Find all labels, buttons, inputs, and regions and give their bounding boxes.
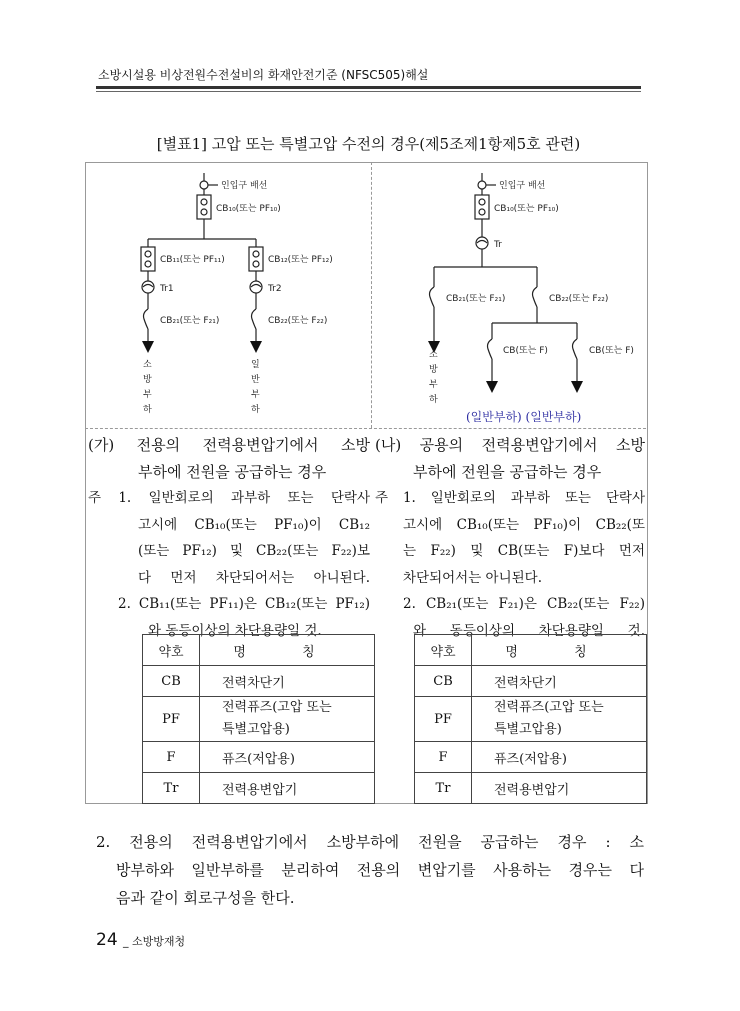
table-row <box>143 773 375 804</box>
running-header: 소방시설용 비상전원수전설비의 화재안전기준 (NFSC505)해설 <box>98 68 429 82</box>
left-note1-line4: 다 먼저 차단되어서는 아니된다. <box>138 569 370 586</box>
table-row <box>143 742 375 773</box>
label-tr-right: Tr <box>494 240 502 250</box>
table-head-name: 명 칭 <box>200 635 375 666</box>
left-note1-line2: 고시에 CB₁₀(또는 PF₁₀)이 CB₁₂ <box>138 516 370 533</box>
left-title-line1: (가) 전용의 전력용변압기에서 소방 <box>88 436 370 454</box>
left-note1-line1: 주 1. 일반회로의 과부하 또는 단락사 <box>88 490 370 506</box>
cell-name: 퓨즈(저압용) <box>472 742 647 773</box>
cell-name: 전력차단기 <box>200 666 375 697</box>
table-row <box>143 697 375 742</box>
label-general-loads-right: (일반부하) (일반부하) <box>466 410 582 424</box>
body-line2: 방부하와 일반부하를 분리하여 전용의 변압기를 사용하는 경우는 다 <box>116 861 644 879</box>
cell-name-line2: 특별고압용) <box>494 722 562 737</box>
right-title-line1: (나) 공용의 전력용변압기에서 소방 <box>375 436 645 454</box>
label-fire-load-r1: 소 <box>429 350 438 360</box>
cell-abbr: CB <box>143 666 200 697</box>
body-line3: 음과 같이 회로구성을 한다. <box>116 889 295 907</box>
cell-name: 퓨즈(저압용) <box>200 742 375 773</box>
abbr-table-left <box>142 634 375 804</box>
cell-abbr: Tr <box>415 773 472 804</box>
table-head-name: 명 칭 <box>472 635 647 666</box>
table-row <box>415 742 647 773</box>
label-fire-load-2: 방 <box>143 375 152 385</box>
label-cb21: CB₂₁(또는 F₂₁) <box>160 316 220 326</box>
label-general-load-3: 부 <box>251 390 260 400</box>
diagram-dedicated-transformer <box>86 163 370 427</box>
label-cb-b: CB(또는 F) <box>589 346 634 356</box>
label-cb22-right: CB₂₂(또는 F₂₂) <box>549 294 609 304</box>
page-footer <box>96 930 185 950</box>
body-line1: 2. 전용의 전력용변압기에서 소방부하에 전원을 공급하는 경우 : 소 <box>96 833 644 851</box>
left-column-text <box>88 432 370 644</box>
cell-name: 전력용변압기 <box>472 773 647 804</box>
left-note2-line2: 와 동등이상의 차단용량일 것. <box>148 622 322 639</box>
table-row <box>415 666 647 697</box>
label-fire-load-r2: 방 <box>429 365 438 375</box>
left-title-line2: 부하에 전원을 공급하는 경우 <box>138 462 327 481</box>
table-row <box>415 773 647 804</box>
table-head-abbr: 약호 <box>415 635 472 666</box>
right-note2-line2: 와 동등이상의 차단용량일 것. <box>413 622 645 639</box>
table-head-abbr: 약호 <box>143 635 200 666</box>
table-row <box>143 666 375 697</box>
body-paragraph <box>96 828 644 912</box>
table-header-row <box>415 635 647 666</box>
cell-abbr: F <box>143 742 200 773</box>
label-tr1: Tr1 <box>160 284 174 294</box>
cell-name-line2: 특별고압용) <box>222 722 290 737</box>
label-general-load-1: 일 <box>251 360 260 370</box>
label-fire-load-r3: 부 <box>429 380 438 390</box>
cell-name: 전력용변압기 <box>200 773 375 804</box>
publisher-name: _ 소방방재청 <box>123 935 186 948</box>
cell-abbr: F <box>415 742 472 773</box>
label-incoming-line: 인입구 배선 <box>221 181 268 191</box>
label-cb22: CB₂₂(또는 F₂₂) <box>268 316 328 326</box>
cell-abbr: Tr <box>143 773 200 804</box>
figure-horizontal-divider <box>85 428 646 429</box>
cell-name: 전력차단기 <box>472 666 647 697</box>
label-cb11: CB₁₁(또는 PF₁₁) <box>160 255 225 265</box>
cell-abbr: CB <box>415 666 472 697</box>
label-fire-load-r4: 하 <box>429 395 438 405</box>
label-fire-load-3: 부 <box>143 390 152 400</box>
label-main-cb: CB₁₀(또는 PF₁₀) <box>216 204 281 214</box>
label-fire-load-4: 하 <box>143 405 152 415</box>
header-rule <box>96 86 641 89</box>
cell-name-line1: 전력퓨즈(고압 또는 <box>222 700 332 715</box>
cell-abbr: PF <box>415 697 472 742</box>
right-title-line2: 부하에 전원을 공급하는 경우 <box>413 462 602 481</box>
table-header-row <box>143 635 375 666</box>
abbr-table-right <box>414 634 647 804</box>
table-row <box>415 697 647 742</box>
right-note2-line1: 2. CB₂₁(또는 F₂₁)은 CB₂₂(또는 F₂₂) <box>403 596 645 612</box>
diagram-shared-transformer <box>372 163 645 427</box>
left-note2-line1: 2. CB₁₁(또는 PF₁₁)은 CB₁₂(또는 PF₁₂) <box>118 596 370 612</box>
right-note1-line2: 고시에 CB₁₀(또는 PF₁₀)이 CB₂₂(또 <box>403 516 645 533</box>
label-tr2: Tr2 <box>268 284 282 294</box>
label-cb21-right: CB₂₁(또는 F₂₁) <box>446 294 506 304</box>
label-general-load-2: 반 <box>251 375 260 385</box>
cell-name <box>472 697 647 742</box>
cell-name-line1: 전력퓨즈(고압 또는 <box>494 700 604 715</box>
left-note1-line3: (또는 PF₁₂) 및 CB₂₂(또는 F₂₂)보 <box>138 543 370 559</box>
page-number: 24 <box>96 930 118 950</box>
cell-abbr: PF <box>143 697 200 742</box>
label-cb12: CB₁₂(또는 PF₁₂) <box>268 255 333 265</box>
right-column-text <box>375 432 645 644</box>
label-main-cb-right: CB₁₀(또는 PF₁₀) <box>494 204 559 214</box>
header-rule-thin <box>96 91 641 92</box>
label-cb-a: CB(또는 F) <box>503 346 548 356</box>
table-caption: [별표1] 고압 또는 특별고압 수전의 경우(제5조제1항제5호 관련) <box>156 135 581 153</box>
cell-name <box>200 697 375 742</box>
label-general-load-4: 하 <box>251 405 260 415</box>
right-note1-line3: 는 F₂₂) 및 CB(또는 F)보다 먼저 <box>403 543 645 559</box>
label-incoming-line-right: 인입구 배선 <box>499 181 546 191</box>
label-fire-load-1: 소 <box>143 360 152 370</box>
right-note1-line1: 주 1. 일반회로의 과부하 또는 단락사 <box>375 490 645 506</box>
right-note1-line4: 차단되어서는 아니된다. <box>403 569 542 586</box>
